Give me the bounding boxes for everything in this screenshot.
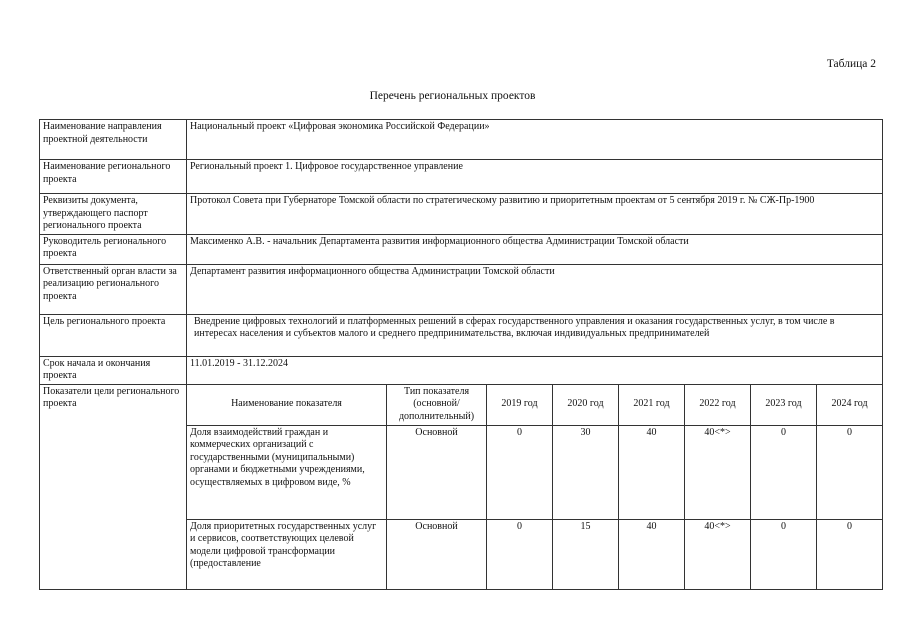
header-2023: 2023 год bbox=[751, 384, 817, 425]
indicator-name: Доля взаимодействий граждан и коммерческих организаций с государственными (муниципальными) органами и бюджетными учреждениями, осуществляемых в цифровом виде, % bbox=[187, 425, 387, 519]
row-label: Наименование направления проектной деятельности bbox=[40, 120, 187, 160]
header-2019: 2019 год bbox=[487, 384, 553, 425]
header-indicator-name: Наименование показателя bbox=[187, 384, 387, 425]
table-row bbox=[40, 160, 883, 194]
row-value: 11.01.2019 - 31.12.2024 bbox=[187, 356, 883, 384]
row-value: Департамент развития информационного общества Администрации Томской области bbox=[187, 264, 883, 314]
indicator-type: Основной bbox=[387, 425, 487, 519]
table-row bbox=[40, 120, 883, 160]
header-indicator-type: Тип показателя (основной/ дополнительный) bbox=[387, 384, 487, 425]
table-row bbox=[40, 234, 883, 264]
indicator-value-2020: 15 bbox=[553, 519, 619, 589]
indicator-value-2019: 0 bbox=[487, 425, 553, 519]
indicator-value-2023: 0 bbox=[751, 519, 817, 589]
table-row bbox=[40, 264, 883, 314]
indicator-value-2023: 0 bbox=[751, 425, 817, 519]
row-value: Региональный проект 1. Цифровое государственное управление bbox=[187, 160, 883, 194]
indicator-value-2019: 0 bbox=[487, 519, 553, 589]
document-title: Перечень региональных проектов bbox=[369, 90, 536, 102]
row-value: Протокол Совета при Губернаторе Томской области по стратегическому развитию и приоритетным проектам от 5 сентября 2019 г. № СЖ-Пр-1900 bbox=[187, 194, 883, 235]
row-label: Реквизиты документа, утверждающего паспорт регионального проекта bbox=[40, 194, 187, 235]
row-label: Руководитель регионального проекта bbox=[40, 234, 187, 264]
indicator-header-row bbox=[40, 384, 883, 425]
row-label: Ответственный орган власти за реализацию регионального проекта bbox=[40, 264, 187, 314]
header-2022: 2022 год bbox=[685, 384, 751, 425]
indicator-value-2022: 40<*> bbox=[685, 519, 751, 589]
indicator-value-2020: 30 bbox=[553, 425, 619, 519]
indicator-value-2021: 40 bbox=[619, 425, 685, 519]
row-value: Внедрение цифровых технологий и платформенных решений в сферах государственного управления и оказания государственных услуг, в том числе в интересах населения и субъектов малого и среднего предпринимательства, включая индивидуальных предпринимателей bbox=[187, 314, 883, 356]
indicator-value-2024: 0 bbox=[817, 425, 883, 519]
projects-table bbox=[39, 119, 883, 590]
row-value: Национальный проект «Цифровая экономика Российской Федерации» bbox=[187, 120, 883, 160]
indicator-type: Основной bbox=[387, 519, 487, 589]
header-2020: 2020 год bbox=[553, 384, 619, 425]
indicators-label: Показатели цели регионального проекта bbox=[40, 384, 187, 589]
row-label: Наименование регионального проекта bbox=[40, 160, 187, 194]
table-row bbox=[40, 194, 883, 235]
header-2024: 2024 год bbox=[817, 384, 883, 425]
row-label: Срок начала и окончания проекта bbox=[40, 356, 187, 384]
indicator-value-2024: 0 bbox=[817, 519, 883, 589]
indicator-value-2021: 40 bbox=[619, 519, 685, 589]
row-value: Максименко А.В. - начальник Департамента развития информационного общества Администрации Томской области bbox=[187, 234, 883, 264]
indicator-value-2022: 40<*> bbox=[685, 425, 751, 519]
table-row bbox=[40, 356, 883, 384]
row-label: Цель регионального проекта bbox=[40, 314, 187, 356]
header-2021: 2021 год bbox=[619, 384, 685, 425]
table-number: Таблица 2 bbox=[826, 58, 876, 70]
table-row bbox=[40, 314, 883, 356]
indicator-name: Доля приоритетных государственных услуг и сервисов, соответствующих целевой модели цифровой трансформации (предоставление bbox=[187, 519, 387, 589]
